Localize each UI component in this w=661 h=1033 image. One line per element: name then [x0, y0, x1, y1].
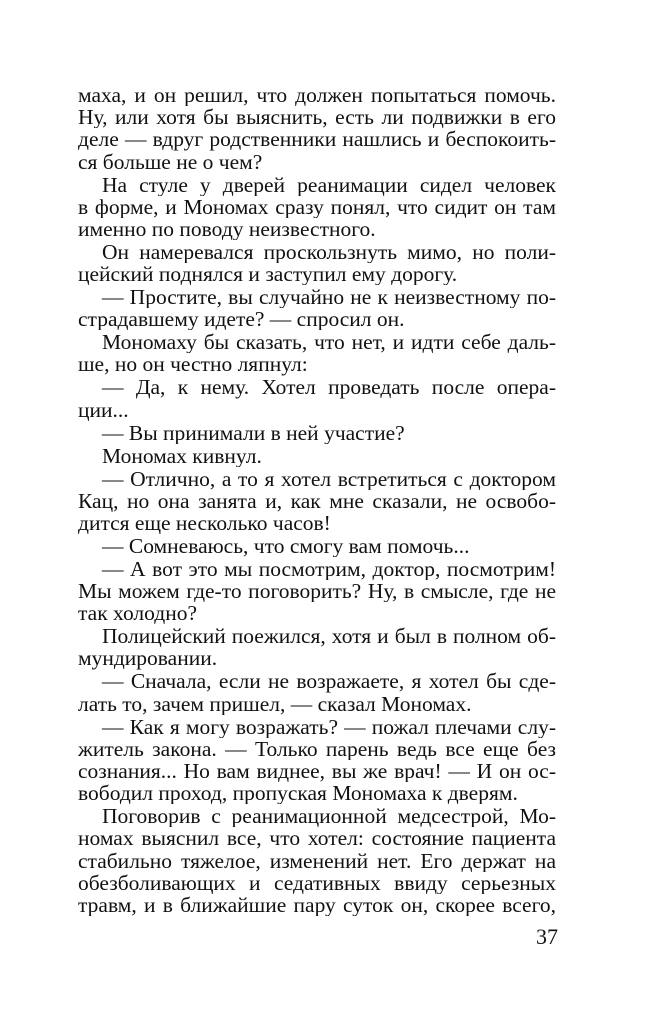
text-line: в форме, и Мономах сразу понял, что сидит он там: [78, 195, 556, 218]
text-line: сознания... Но вам виднее, вы же врач! — И он ос-: [78, 759, 556, 783]
text-line: так холодно?: [78, 602, 198, 625]
text-line: деле — вдруг родственники нашлись и беспокоить-: [78, 128, 556, 151]
text-line: Мономах кивнул.: [102, 444, 262, 467]
text-line: Мы можем где-то поговорить? Ну, в смысле, где не: [78, 580, 556, 603]
text-line: вободил проход, пропуская Мономаха к дверям.: [78, 782, 518, 805]
book-page-text: [78, 84, 556, 916]
text-line: маха, и он решил, что должен попытаться помочь.: [78, 84, 556, 107]
paragraph: [78, 445, 556, 467]
text-line: — Сомневаюсь, что смогу вам помочь...: [102, 534, 470, 558]
text-line: Ну, или хотя бы выяснить, есть ли подвижки в его: [78, 106, 556, 129]
text-line: — Вы принимали в ней участие?: [102, 421, 405, 444]
paragraph: [78, 422, 556, 444]
paragraph: [78, 670, 556, 714]
paragraph: [78, 468, 556, 535]
paragraph: [78, 716, 556, 805]
text-line: мундировании.: [78, 647, 218, 670]
paragraph: [78, 174, 556, 241]
text-line: стабильно тяжелое, изменений нет. Его держат на: [78, 849, 556, 872]
text-line: житель закона. — Только парень ведь все еще без: [78, 737, 556, 760]
paragraph: [78, 535, 556, 557]
paragraph: [78, 805, 556, 916]
text-line: — Как я могу возражать? — пожал плечами слу-: [102, 715, 556, 738]
paragraph: [78, 558, 556, 625]
paragraph: [78, 241, 556, 285]
text-line: Кац, но она занята и, как мне сказали, не освобо-: [78, 489, 556, 512]
paragraph: [78, 286, 556, 330]
text-line: страдавшему идете? — спросил он.: [78, 308, 405, 331]
paragraph: [78, 625, 556, 669]
text-line: — А вот это мы посмотрим, доктор, посмотрим!: [102, 557, 556, 581]
text-line: ции...: [78, 398, 129, 421]
text-line: Поговорив с реанимационной медсестрой, Мо-: [102, 805, 556, 828]
text-line: — Отлично, а то я хотел встретиться с доктором: [102, 467, 556, 490]
text-line: Он намеревался проскользнуть мимо, но поли-: [102, 240, 556, 264]
text-line: — Сначала, если не возражаете, я хотел бы сде-: [102, 670, 556, 693]
page-number: 37: [536, 924, 558, 949]
text-line: номах выяснил все, что хотел: состояние пациента: [78, 827, 556, 850]
text-line: ся больше не о чем?: [78, 150, 263, 173]
text-line: — Простите, вы случайно не к неизвестному по-: [102, 286, 556, 309]
paragraph: [78, 376, 556, 420]
paragraph: [78, 84, 556, 173]
text-line: обезболивающих и седативных ввиду серьезных: [78, 871, 556, 894]
text-line: Полицейский поежился, хотя и был в полном об-: [102, 625, 556, 648]
text-line: — Да, к нему. Хотел проведать после опера-: [102, 376, 556, 399]
text-line: травм, и в ближайшие пару суток он, скорее всего,: [78, 893, 556, 917]
text-line: дится еще несколько часов!: [78, 511, 331, 535]
text-line: именно по поводу неизвестного.: [78, 217, 376, 241]
text-line: На стуле у дверей реанимации сидел человек: [102, 173, 556, 196]
text-line: цейский поднялся и заступил ему дорогу.: [78, 263, 458, 286]
text-line: Мономаху бы сказать, что нет, и идти себе даль-: [102, 331, 556, 354]
text-line: ше, но он честно ляпнул:: [78, 353, 308, 376]
text-line: лать то, зачем пришел, — сказал Мономах.: [78, 692, 472, 715]
paragraph: [78, 331, 556, 375]
